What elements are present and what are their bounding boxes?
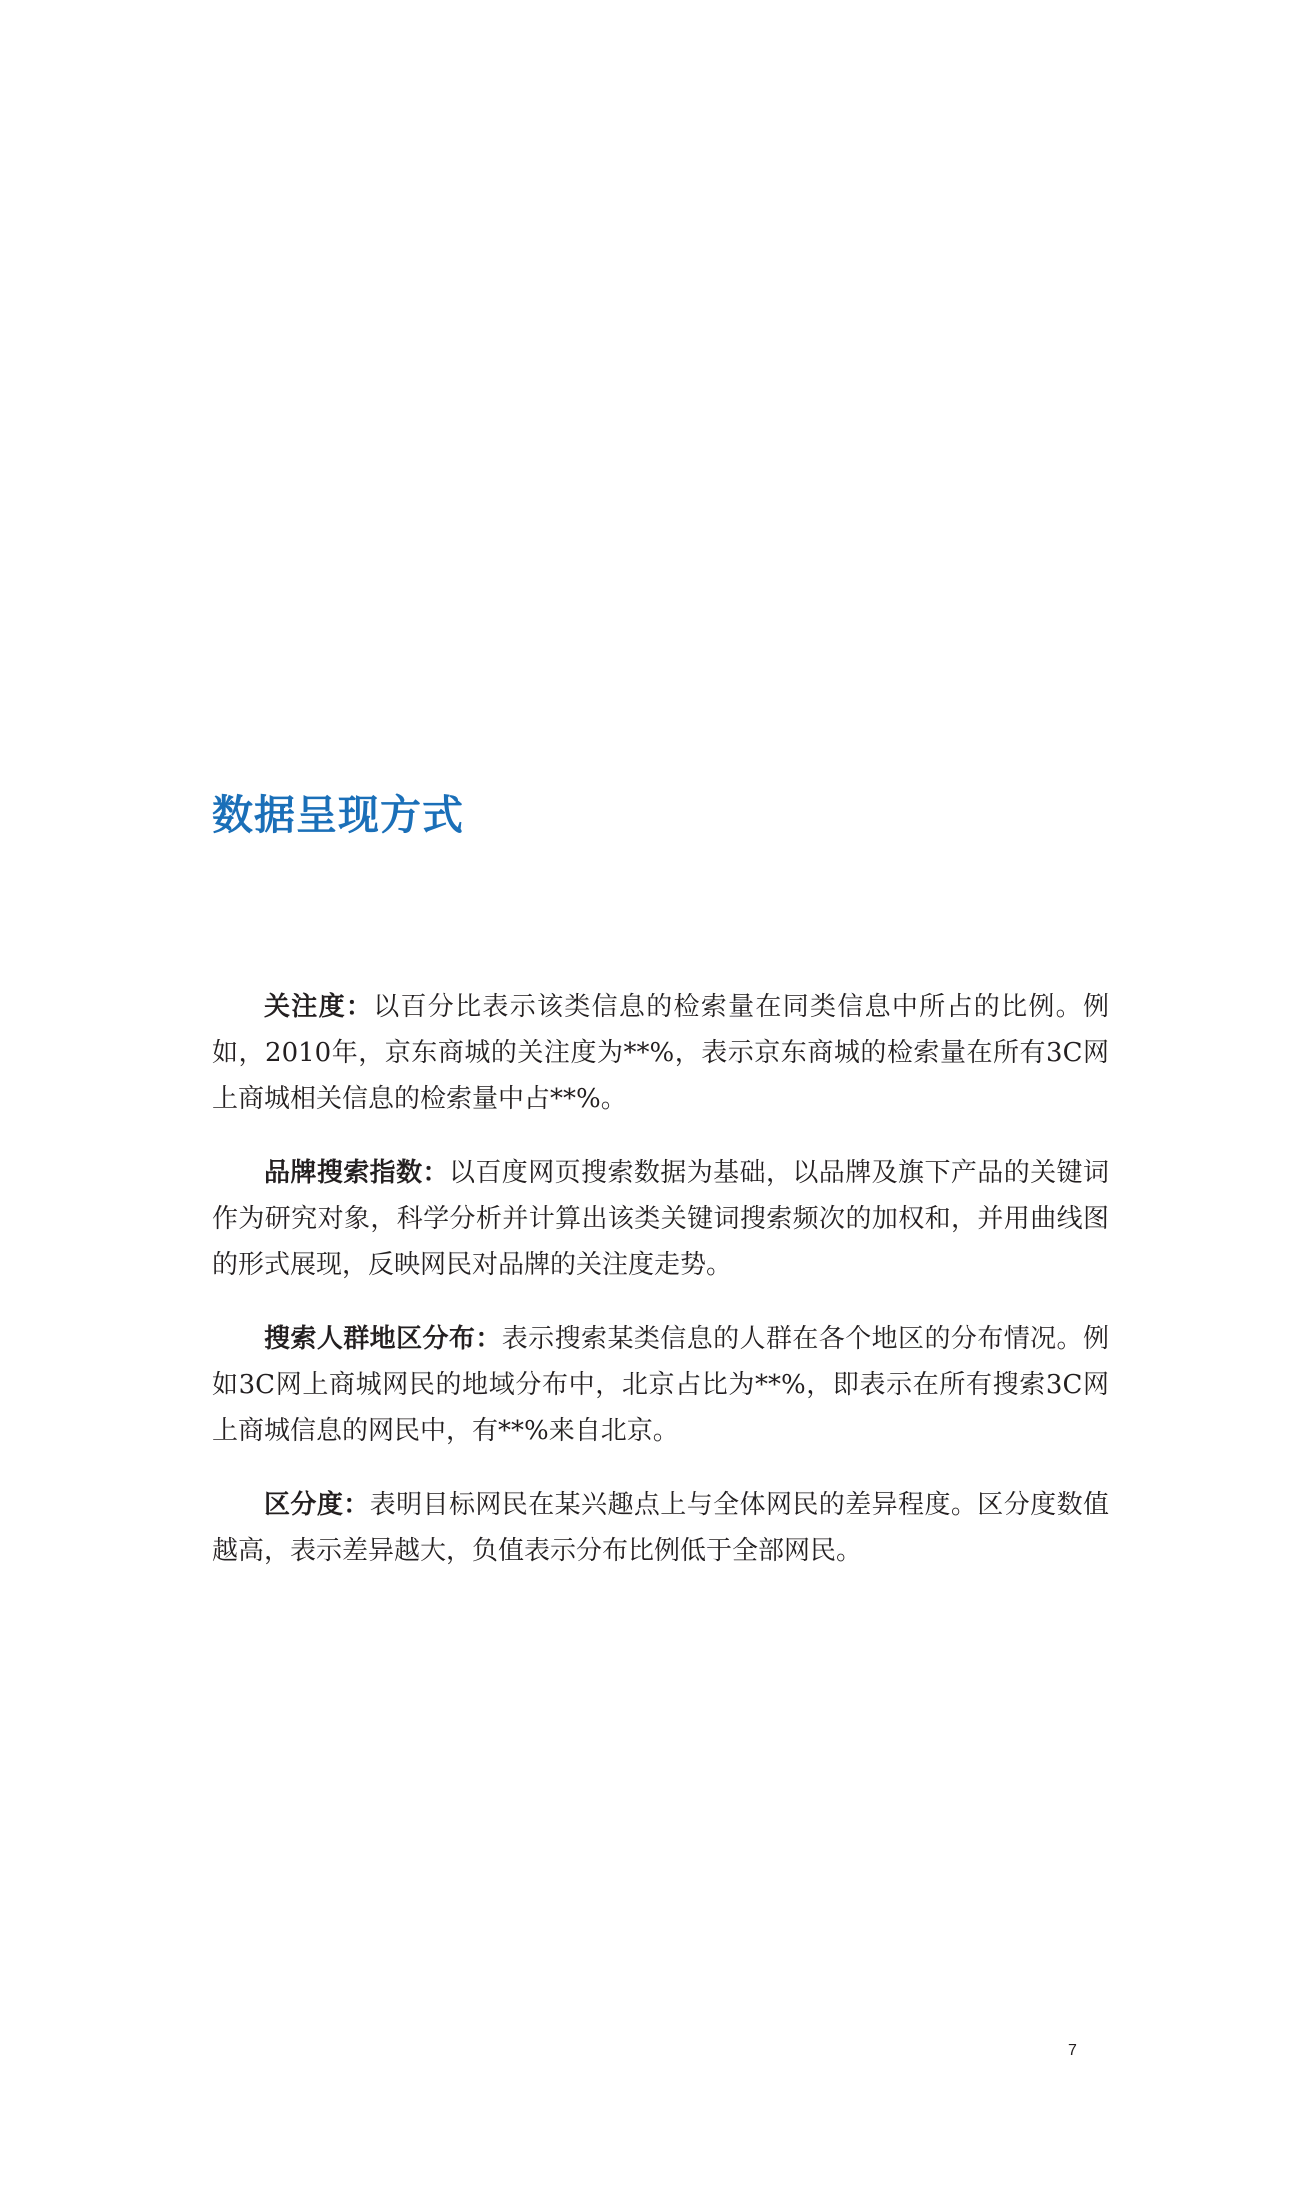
term-label: 品牌搜索指数：	[264, 1158, 449, 1188]
definition-text: 以百度网页搜索数据为基础，以品牌及旗下产品的关键词作为研究对象，科学分析并计算出该类关键词搜索频次的加权和，并用曲线图的形式展现，反映网民对品牌的关注度走势。	[212, 1158, 1109, 1280]
term-label: 关注度：	[264, 992, 374, 1022]
page-number: 7	[1068, 2042, 1077, 2059]
definition-brand-search-index	[212, 1150, 1109, 1288]
page-title: 数据呈现方式	[212, 791, 464, 839]
term-label: 搜索人群地区分布：	[264, 1324, 502, 1354]
definition-text: 表明目标网民在某兴趣点上与全体网民的差异程度。区分度数值越高，表示差异越大，负值表示分布比例低于全部网民。	[212, 1490, 1109, 1566]
definition-region-distribution	[212, 1316, 1109, 1454]
definition-text: 以百分比表示该类信息的检索量在同类信息中所占的比例。例如，2010年，京东商城的关注度为**%，表示京东商城的检索量在所有3C网上商城相关信息的检索量中占**%。	[212, 992, 1109, 1114]
definition-text: 表示搜索某类信息的人群在各个地区的分布情况。例如3C网上商城网民的地域分布中，北京占比为**%，即表示在所有搜索3C网上商城信息的网民中，有**%来自北京。	[212, 1324, 1109, 1446]
definition-discrimination	[212, 1482, 1109, 1574]
definitions-body	[212, 984, 1109, 1602]
term-label: 区分度：	[264, 1490, 370, 1520]
definition-attention	[212, 984, 1109, 1122]
